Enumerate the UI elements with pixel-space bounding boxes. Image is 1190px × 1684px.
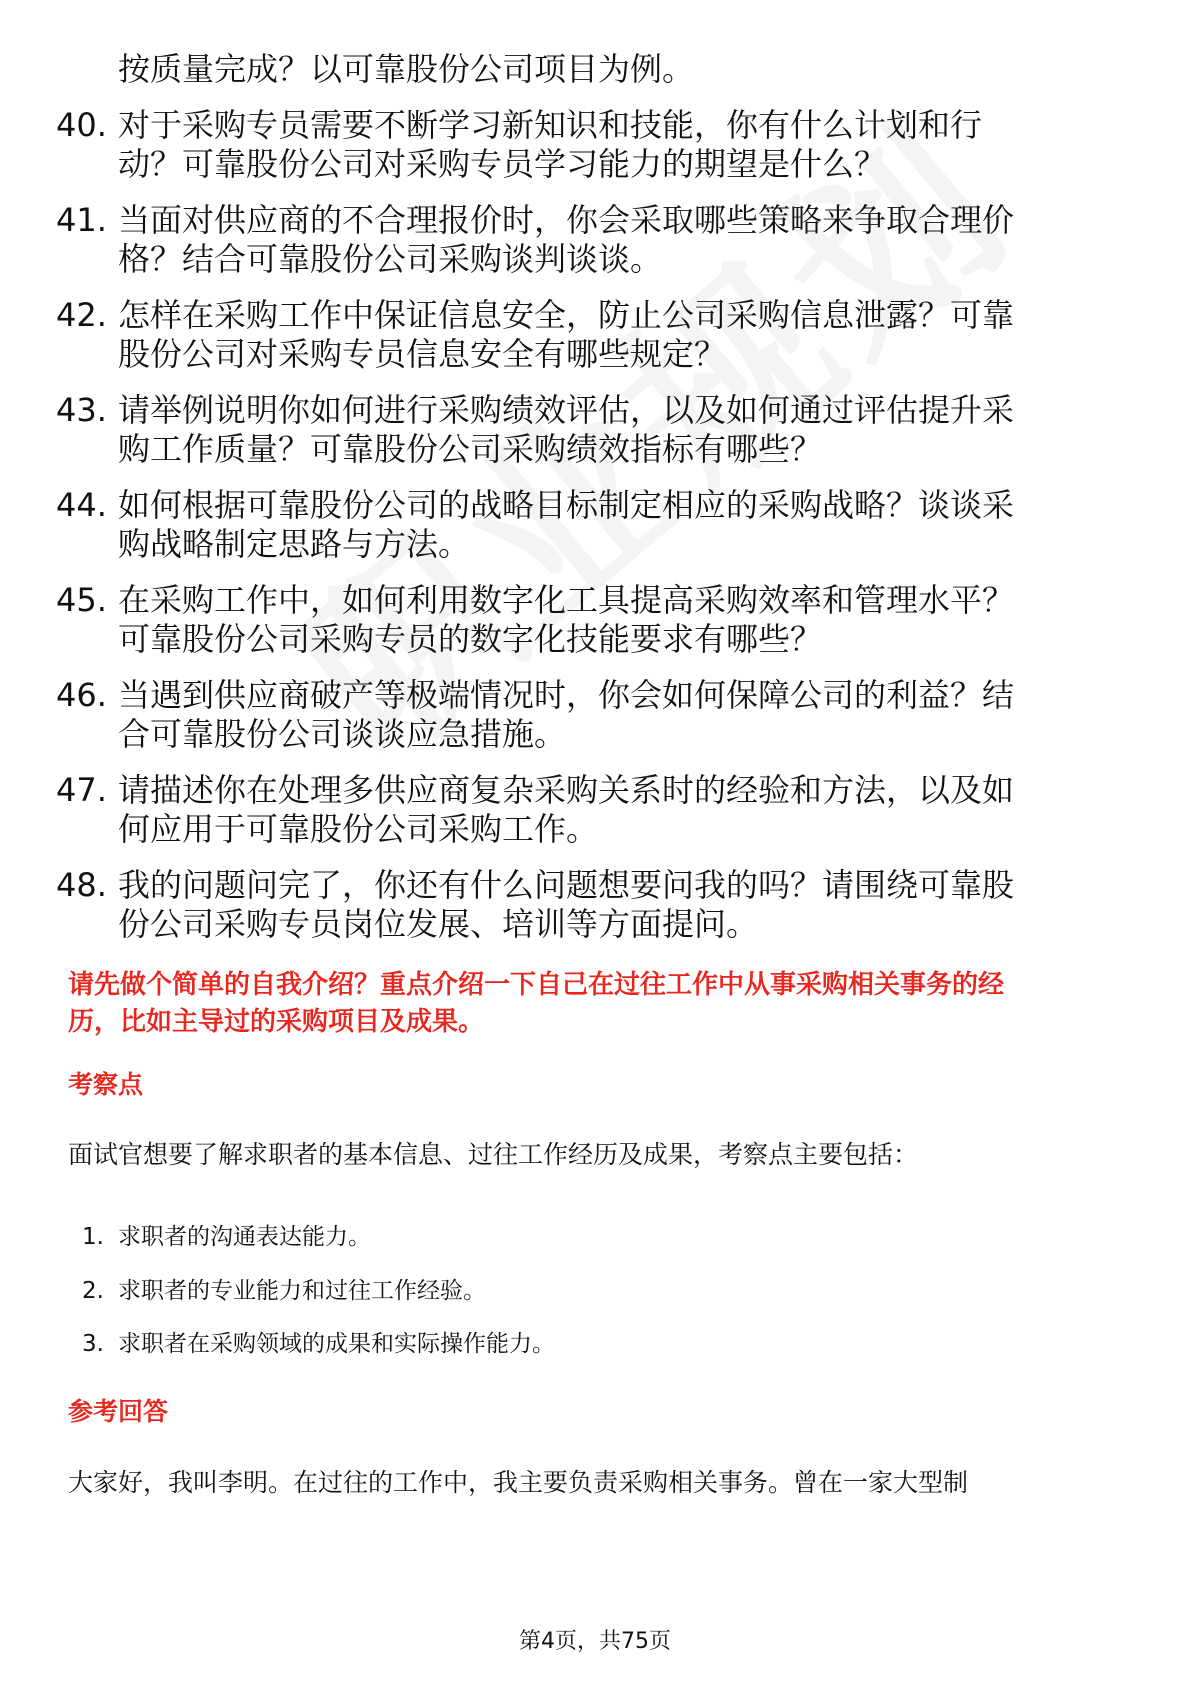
question-text: 购战略制定思路与方法。 — [118, 525, 471, 563]
question-text: 购工作质量？可靠股份公司采购绩效指标有哪些？ — [118, 430, 823, 468]
question-number: 47. — [56, 771, 107, 809]
question-number: 42. — [56, 296, 107, 334]
question-text: 合可靠股份公司谈谈应急措施。 — [118, 715, 567, 753]
question-text: 在采购工作中，如何利用数字化工具提高采购效率和管理水平？ — [118, 581, 1015, 619]
question-number: 45. — [56, 581, 107, 619]
focus-intro: 面试官想要了解求职者的基本信息、过往工作经历及成果，考察点主要包括： — [68, 1140, 919, 1169]
list-item-number: 1. — [82, 1224, 104, 1250]
list-item-text: 求职者的沟通表达能力。 — [118, 1224, 371, 1250]
question-text: 股份公司对采购专员信息安全有哪些规定？ — [118, 335, 727, 373]
page-footer: 第4页，共75页 — [519, 1629, 671, 1654]
question-text: 何应用于可靠股份公司采购工作。 — [118, 810, 599, 848]
list-item-number: 3. — [82, 1331, 104, 1357]
question-number: 44. — [56, 486, 107, 524]
question-text: 如何根据可靠股份公司的战略目标制定相应的采购战略？谈谈采 — [118, 486, 1015, 524]
question-text: 怎样在采购工作中保证信息安全，防止公司采购信息泄露？可靠 — [118, 296, 1015, 334]
question-text: 格？结合可靠股份公司采购谈判谈谈。 — [118, 240, 663, 278]
answer-heading: 参考回答 — [68, 1397, 169, 1426]
continuation-line: 按质量完成？以可靠股份公司项目为例。 — [118, 50, 695, 88]
list-item-number: 2. — [82, 1278, 104, 1304]
question-text: 动？可靠股份公司对采购专员学习能力的期望是什么？ — [118, 145, 887, 183]
question-text: 份公司采购专员岗位发展、培训等方面提问。 — [118, 905, 759, 943]
question-text: 请举例说明你如何进行采购绩效评估，以及如何通过评估提升采 — [118, 391, 1015, 429]
highlight-question-line: 请先做个简单的自我介绍？重点介绍一下自己在过往工作中从事采购相关事务的经 — [68, 970, 1005, 1000]
question-number: 46. — [56, 676, 107, 714]
question-text: 请描述你在处理多供应商复杂采购关系时的经验和方法，以及如 — [118, 771, 1015, 809]
question-text: 当遇到供应商破产等极端情况时，你会如何保障公司的利益？结 — [118, 676, 1015, 714]
question-text: 对于采购专员需要不断学习新知识和技能，你有什么计划和行 — [118, 106, 983, 144]
question-text: 我的问题问完了，你还有什么问题想要问我的吗？请围绕可靠股 — [118, 866, 1015, 904]
question-number: 40. — [56, 106, 107, 144]
question-number: 41. — [56, 201, 107, 239]
highlight-question-line: 历，比如主导过的采购项目及成果。 — [68, 1007, 485, 1037]
question-number: 48. — [56, 866, 107, 904]
focus-heading: 考察点 — [68, 1070, 144, 1099]
question-text: 可靠股份公司采购专员的数字化技能要求有哪些？ — [118, 620, 823, 658]
question-text: 当面对供应商的不合理报价时，你会采取哪些策略来争取合理价 — [118, 201, 1015, 239]
question-number: 43. — [56, 391, 107, 429]
answer-text: 大家好，我叫李明。在过往的工作中，我主要负责采购相关事务。曾在一家大型制 — [68, 1468, 969, 1497]
list-item-text: 求职者在采购领域的成果和实际操作能力。 — [118, 1331, 555, 1357]
list-item-text: 求职者的专业能力和过往工作经验。 — [118, 1278, 486, 1304]
